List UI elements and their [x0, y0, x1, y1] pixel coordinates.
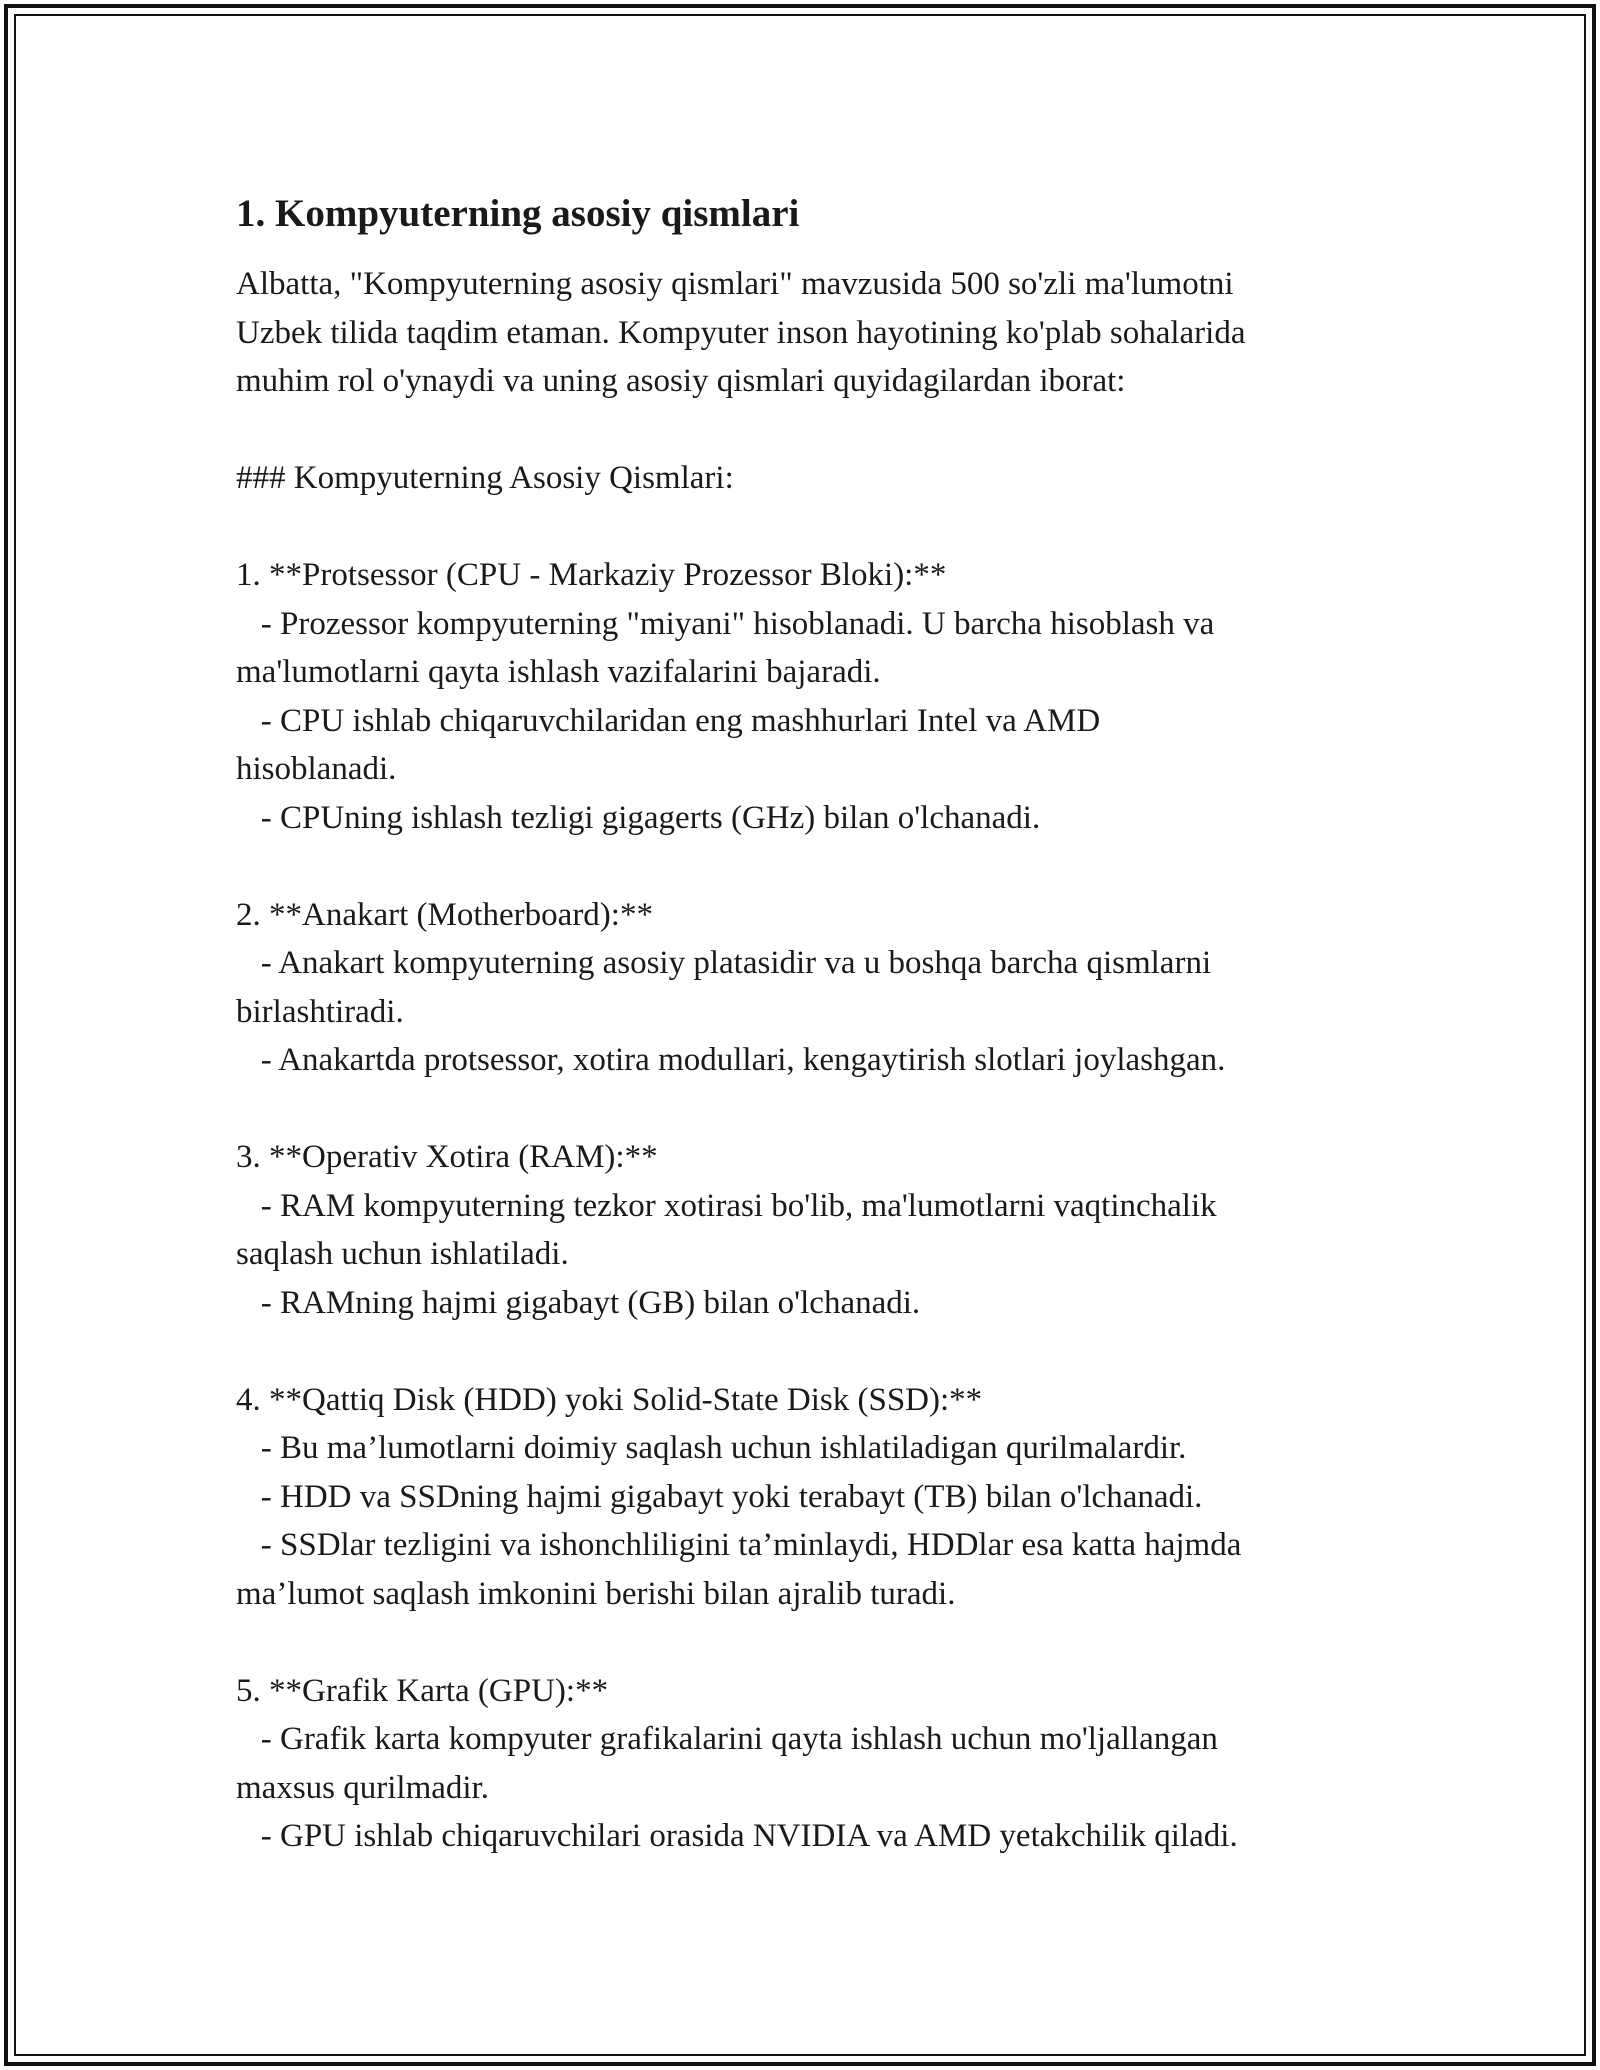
document-page: [236, 190, 1416, 1861]
document-title: 1. Kompyuterning asosiy qismlari: [236, 192, 800, 235]
document-body: Albatta, "Kompyuterning asosiy qismlari" mavzusida 500 so'zli ma'lumotni Uzbek tilida taqdim etaman. Kompyuter inson hayotining ko'plab sohalarida muhim rol o'ynaydi va uning asosiy qismlari quyidagilardan iborat: ### Kompyuterning Asosiy Qismlari: 1. **Protsessor (CPU - Markaziy Prozessor Bloki):** - Prozessor kompyuterning "miyani" hisoblanadi. U barcha hisoblash va ma'lumotlarni qayta ishlash vazifalarini bajaradi. - CPU ishlab chiqaruvchilaridan eng mashhurlari Intel va AMD hisoblanadi. - CPUning ishlash tezligi gigagerts (GHz) bilan o'lchanadi. 2. **Anakart (Motherboard):** - Anakart kompyuterning asosiy platasidir va u boshqa barcha qismlarni birlashtiradi. - Anakartda protsessor, xotira modullari, kengaytirish slotlari joylashgan. 3. **Operativ Xotira (RAM):** - RAM kompyuterning tezkor xotirasi bo'lib, ma'lumotlarni vaqtinchalik saqlash uchun ishlatiladi. - RAMning hajmi gigabayt (GB) bilan o'lchanadi. 4. **Qattiq Disk (HDD) yoki Solid-State Disk (SSD):** - Bu ma’lumotlarni doimiy saqlash uchun ishlatiladigan qurilmalardir. - HDD va SSDning hajmi gigabayt yoki terabayt (TB) bilan o'lchanadi. - SSDlar tezligini va ishonchliligini ta’minlaydi, HDDlar esa katta hajmda ma’lumot saqlash imkonini berishi bilan ajralib turadi. 5. **Grafik Karta (GPU):** - Grafik karta kompyuter grafikalarini qayta ishlash uchun mo'ljallangan maxsus qurilmadir. - GPU ishlab chiqaruvchilari orasida NVIDIA va AMD yetakchilik qiladi.: [236, 266, 1246, 1854]
